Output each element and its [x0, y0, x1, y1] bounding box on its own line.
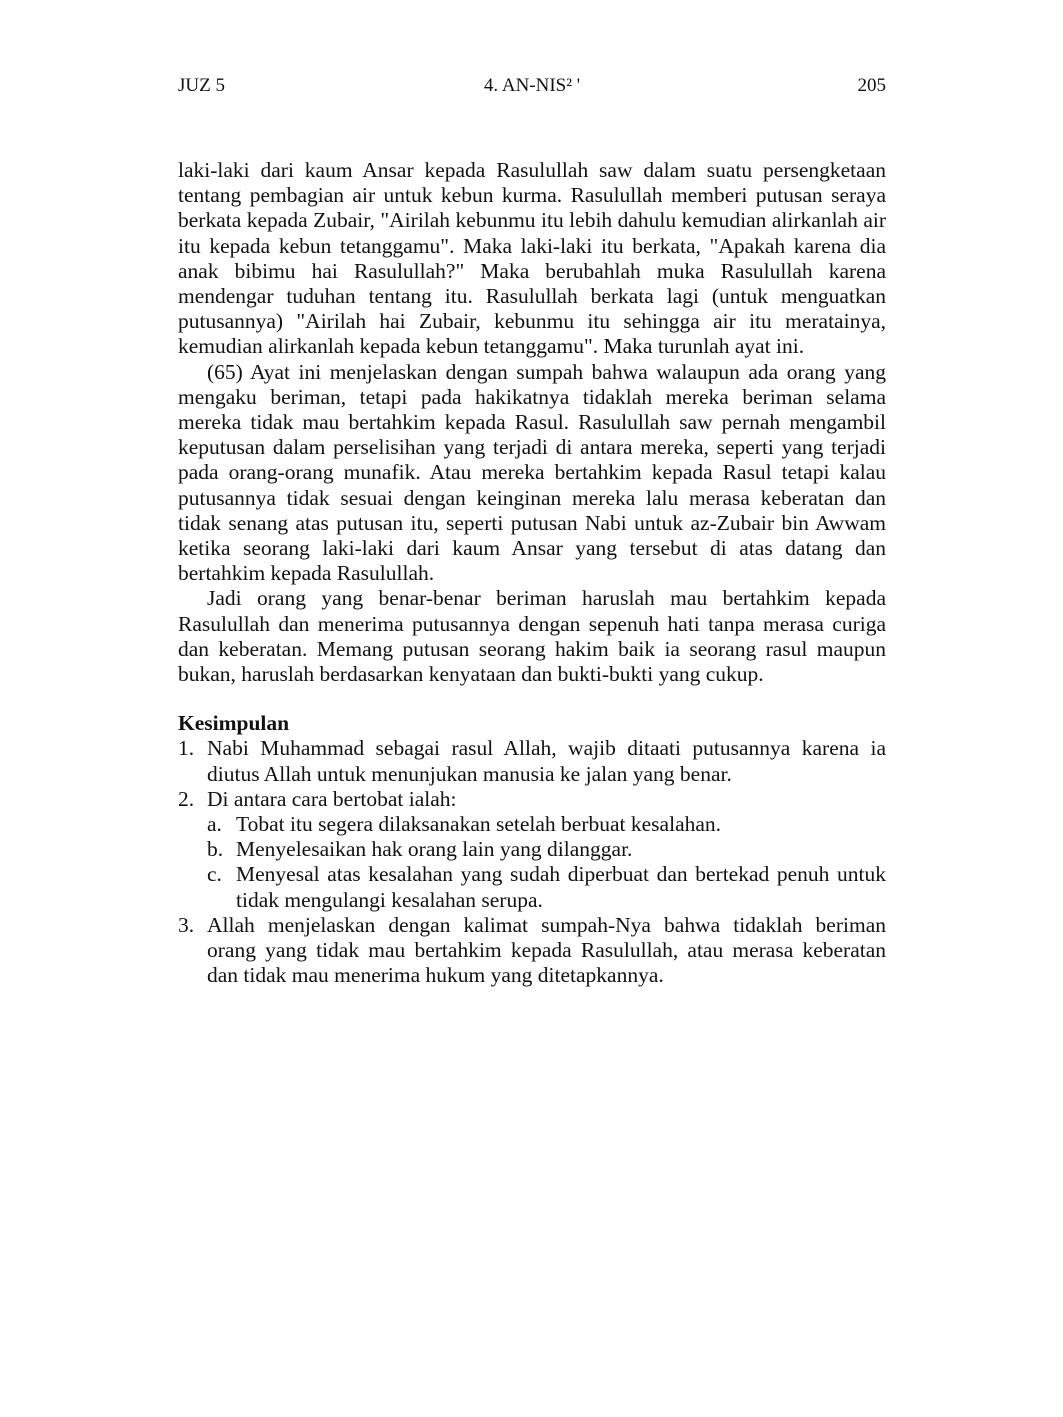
sublist-item-text: Menyesal atas kesalahan yang sudah diperbuat dan bertekad penuh untuk tidak mengulangi kesalahan serupa.	[236, 862, 886, 912]
list-item-text: Di antara cara bertobat ialah:	[207, 786, 457, 811]
list-marker: 1.	[178, 736, 195, 761]
sublist-item	[207, 862, 886, 912]
surah-title: 4. AN-NIS² '	[483, 75, 581, 96]
paragraph-believers: Jadi orang yang benar-benar beriman haruslah mau bertahkim kepada Rasulullah dan menerima putusannya dengan sepenuh hati tanpa merasa curiga dan keberatan. Memang putusan seorang hakim baik ia seorang rasul maupun bukan, haruslah berdasarkan kenyataan dan bukti-bukti yang cukup.	[178, 586, 886, 687]
sublist-marker: c.	[207, 862, 222, 887]
list-item	[178, 913, 886, 989]
conclusion-list	[178, 736, 886, 988]
page-number: 205	[857, 75, 886, 96]
list-item-text: Nabi Muhammad sebagai rasul Allah, wajib ditaati putusannya karena ia diutus Allah untuk menunjukan manusia ke jalan yang benar.	[207, 736, 886, 786]
juz-label: JUZ 5	[178, 75, 225, 96]
list-item	[178, 787, 886, 913]
list-item	[178, 736, 886, 786]
sublist-item-text: Tobat itu segera dilaksanakan setelah berbuat kesalahan.	[236, 812, 722, 837]
list-item-text: Allah menjelaskan dengan kalimat sumpah-Nya bahwa tidaklah beriman orang yang tidak mau bertahkim kepada Rasulullah, atau merasa keberatan dan tidak mau menerima hukum yang ditetapkannya.	[207, 912, 886, 988]
repentance-sublist	[207, 812, 886, 913]
page-body	[178, 158, 886, 989]
paragraph-verse-65: (65) Ayat ini menjelaskan dengan sumpah bahwa walaupun ada orang yang mengaku beriman, tetapi pada hakikatnya tidaklah mereka beriman selama mereka tidak mau bertahkim kepada Rasul. Rasulullah saw pernah mengambil keputusan dalam perselisihan yang terjadi di antara mereka, seperti yang terjadi pada orang-orang munafik. Atau mereka bertahkim kepada Rasul tetapi kalau putusannya tidak sesuai dengan keinginan mereka lalu merasa keberatan dan tidak senang atas putusan itu, seperti putusan Nabi untuk az-Zubair bin Awwam ketika seorang laki-laki dari kaum Ansar yang tersebut di atas datang dan bertahkim kepada Rasulullah.	[178, 359, 886, 586]
sublist-item	[207, 837, 886, 862]
list-marker: 3.	[178, 912, 195, 937]
paragraph-continuation: laki-laki dari kaum Ansar kepada Rasulullah saw dalam suatu persengketaan tentang pembagian air untuk kebun kurma. Rasulullah memberi putusan seraya berkata kepada Zubair, "Airilah kebunmu itu lebih dahulu kemudian alirkanlah air itu kepada kebun tetanggamu". Maka laki-laki itu berkata, "Apakah karena dia anak bibimu hai Rasulullah?" Maka berubahlah muka Rasulullah karena mendengar tuduhan tentang itu. Rasulullah berkata lagi (untuk menguatkan putusannya) "Airilah hai Zubair, kebunmu itu sehingga air itu meratainya, kemudian alirkanlah kepada kebun tetanggamu". Maka turunlah ayat ini.	[178, 158, 886, 359]
sublist-marker: b.	[207, 837, 224, 862]
page-header	[178, 73, 886, 99]
conclusion-heading: Kesimpulan	[178, 711, 290, 736]
sublist-item	[207, 812, 886, 837]
sublist-item-text: Menyelesaikan hak orang lain yang dilanggar.	[236, 837, 633, 862]
list-marker: 2.	[178, 786, 195, 811]
sublist-marker: a.	[207, 812, 222, 837]
